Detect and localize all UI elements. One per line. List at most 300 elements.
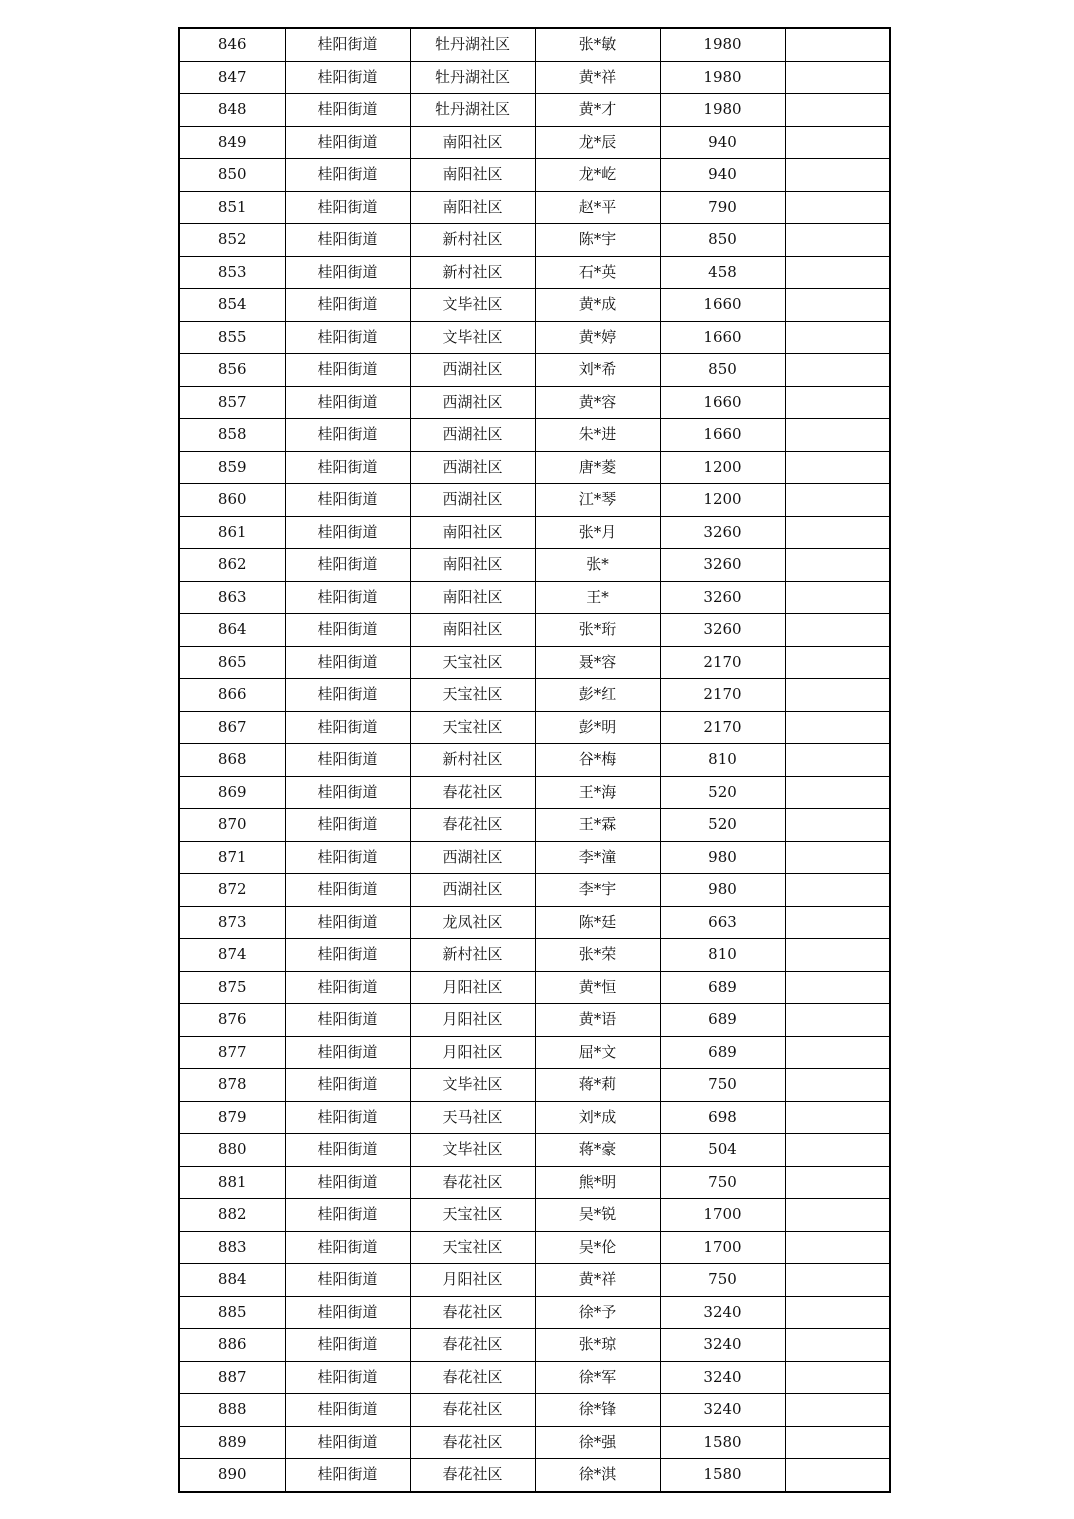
table-row <box>179 289 890 322</box>
table-row <box>179 906 890 939</box>
row-number-cell: 874 <box>179 939 285 972</box>
street-cell: 桂阳街道 <box>285 191 410 224</box>
table-row <box>179 61 890 94</box>
street-cell: 桂阳街道 <box>285 614 410 647</box>
street-cell: 桂阳街道 <box>285 744 410 777</box>
name-cell: 张* <box>535 549 660 582</box>
street-cell: 桂阳街道 <box>285 289 410 322</box>
note-cell <box>785 1166 890 1199</box>
name-cell: 徐*予 <box>535 1296 660 1329</box>
row-number-cell: 851 <box>179 191 285 224</box>
community-cell: 月阳社区 <box>410 1036 535 1069</box>
name-cell: 张*荣 <box>535 939 660 972</box>
row-number-cell: 875 <box>179 971 285 1004</box>
note-cell <box>785 1426 890 1459</box>
name-cell: 李*宇 <box>535 874 660 907</box>
amount-cell: 1660 <box>660 386 785 419</box>
amount-cell: 520 <box>660 776 785 809</box>
table-row <box>179 874 890 907</box>
amount-cell: 750 <box>660 1264 785 1297</box>
community-cell: 新村社区 <box>410 256 535 289</box>
table-row <box>179 744 890 777</box>
row-number-cell: 870 <box>179 809 285 842</box>
table-row <box>179 516 890 549</box>
row-number-cell: 886 <box>179 1329 285 1362</box>
amount-cell: 3240 <box>660 1361 785 1394</box>
table-row <box>179 1361 890 1394</box>
community-cell: 月阳社区 <box>410 1004 535 1037</box>
note-cell <box>785 939 890 972</box>
amount-cell: 790 <box>660 191 785 224</box>
table-row <box>179 419 890 452</box>
note-cell <box>785 1069 890 1102</box>
amount-cell: 940 <box>660 159 785 192</box>
name-cell: 石*英 <box>535 256 660 289</box>
community-cell: 牡丹湖社区 <box>410 28 535 61</box>
name-cell: 龙*屹 <box>535 159 660 192</box>
note-cell <box>785 419 890 452</box>
community-cell: 南阳社区 <box>410 516 535 549</box>
table-row <box>179 386 890 419</box>
name-cell: 屈*文 <box>535 1036 660 1069</box>
note-cell <box>785 289 890 322</box>
row-number-cell: 877 <box>179 1036 285 1069</box>
street-cell: 桂阳街道 <box>285 516 410 549</box>
row-number-cell: 879 <box>179 1101 285 1134</box>
street-cell: 桂阳街道 <box>285 1459 410 1492</box>
name-cell: 聂*容 <box>535 646 660 679</box>
amount-cell: 1200 <box>660 451 785 484</box>
name-cell: 徐*锋 <box>535 1394 660 1427</box>
name-cell: 王* <box>535 581 660 614</box>
community-cell: 天宝社区 <box>410 1199 535 1232</box>
street-cell: 桂阳街道 <box>285 1069 410 1102</box>
row-number-cell: 868 <box>179 744 285 777</box>
table-row <box>179 1069 890 1102</box>
amount-cell: 1980 <box>660 28 785 61</box>
note-cell <box>785 159 890 192</box>
street-cell: 桂阳街道 <box>285 1004 410 1037</box>
name-cell: 张*敏 <box>535 28 660 61</box>
row-number-cell: 856 <box>179 354 285 387</box>
table-row <box>179 711 890 744</box>
street-cell: 桂阳街道 <box>285 159 410 192</box>
community-cell: 西湖社区 <box>410 841 535 874</box>
note-cell <box>785 1361 890 1394</box>
amount-cell: 850 <box>660 224 785 257</box>
amount-cell: 689 <box>660 971 785 1004</box>
community-cell: 牡丹湖社区 <box>410 61 535 94</box>
name-cell: 蒋*莉 <box>535 1069 660 1102</box>
community-cell: 文毕社区 <box>410 1134 535 1167</box>
street-cell: 桂阳街道 <box>285 939 410 972</box>
row-number-cell: 890 <box>179 1459 285 1492</box>
note-cell <box>785 1231 890 1264</box>
amount-cell: 504 <box>660 1134 785 1167</box>
note-cell <box>785 386 890 419</box>
amount-cell: 3260 <box>660 549 785 582</box>
note-cell <box>785 646 890 679</box>
table-row <box>179 256 890 289</box>
row-number-cell: 866 <box>179 679 285 712</box>
community-cell: 月阳社区 <box>410 1264 535 1297</box>
note-cell <box>785 841 890 874</box>
community-cell: 天马社区 <box>410 1101 535 1134</box>
amount-cell: 2170 <box>660 646 785 679</box>
note-cell <box>785 614 890 647</box>
table-row <box>179 1264 890 1297</box>
row-number-cell: 852 <box>179 224 285 257</box>
table-row <box>179 1231 890 1264</box>
amount-cell: 2170 <box>660 711 785 744</box>
amount-cell: 1660 <box>660 289 785 322</box>
row-number-cell: 876 <box>179 1004 285 1037</box>
row-number-cell: 884 <box>179 1264 285 1297</box>
table-row <box>179 484 890 517</box>
street-cell: 桂阳街道 <box>285 646 410 679</box>
amount-cell: 940 <box>660 126 785 159</box>
table-row <box>179 1134 890 1167</box>
table-row <box>179 809 890 842</box>
note-cell <box>785 776 890 809</box>
name-cell: 徐*强 <box>535 1426 660 1459</box>
street-cell: 桂阳街道 <box>285 1264 410 1297</box>
community-cell: 春花社区 <box>410 1459 535 1492</box>
note-cell <box>785 256 890 289</box>
row-number-cell: 854 <box>179 289 285 322</box>
row-number-cell: 887 <box>179 1361 285 1394</box>
table-row <box>179 776 890 809</box>
table-row <box>179 1199 890 1232</box>
community-cell: 西湖社区 <box>410 354 535 387</box>
street-cell: 桂阳街道 <box>285 1231 410 1264</box>
row-number-cell: 889 <box>179 1426 285 1459</box>
amount-cell: 458 <box>660 256 785 289</box>
name-cell: 刘*成 <box>535 1101 660 1134</box>
community-cell: 南阳社区 <box>410 159 535 192</box>
street-cell: 桂阳街道 <box>285 1199 410 1232</box>
community-cell: 春花社区 <box>410 1296 535 1329</box>
name-cell: 黄*成 <box>535 289 660 322</box>
amount-cell: 850 <box>660 354 785 387</box>
row-number-cell: 853 <box>179 256 285 289</box>
name-cell: 徐*淇 <box>535 1459 660 1492</box>
name-cell: 谷*梅 <box>535 744 660 777</box>
note-cell <box>785 1134 890 1167</box>
street-cell: 桂阳街道 <box>285 1361 410 1394</box>
amount-cell: 750 <box>660 1166 785 1199</box>
amount-cell: 3260 <box>660 614 785 647</box>
amount-cell: 1980 <box>660 61 785 94</box>
name-cell: 江*琴 <box>535 484 660 517</box>
street-cell: 桂阳街道 <box>285 224 410 257</box>
table-row <box>179 321 890 354</box>
table-row <box>179 841 890 874</box>
row-number-cell: 883 <box>179 1231 285 1264</box>
street-cell: 桂阳街道 <box>285 1134 410 1167</box>
table-row <box>179 1426 890 1459</box>
note-cell <box>785 679 890 712</box>
amount-cell: 750 <box>660 1069 785 1102</box>
street-cell: 桂阳街道 <box>285 906 410 939</box>
row-number-cell: 878 <box>179 1069 285 1102</box>
note-cell <box>785 906 890 939</box>
row-number-cell: 850 <box>179 159 285 192</box>
note-cell <box>785 484 890 517</box>
row-number-cell: 872 <box>179 874 285 907</box>
community-cell: 龙凤社区 <box>410 906 535 939</box>
community-cell: 天宝社区 <box>410 646 535 679</box>
name-cell: 黄*婷 <box>535 321 660 354</box>
community-cell: 牡丹湖社区 <box>410 94 535 127</box>
note-cell <box>785 1296 890 1329</box>
name-cell: 龙*辰 <box>535 126 660 159</box>
community-cell: 天宝社区 <box>410 711 535 744</box>
note-cell <box>785 126 890 159</box>
community-cell: 南阳社区 <box>410 581 535 614</box>
community-cell: 春花社区 <box>410 1361 535 1394</box>
note-cell <box>785 321 890 354</box>
community-cell: 西湖社区 <box>410 386 535 419</box>
row-number-cell: 871 <box>179 841 285 874</box>
community-cell: 新村社区 <box>410 939 535 972</box>
amount-cell: 1660 <box>660 321 785 354</box>
note-cell <box>785 711 890 744</box>
name-cell: 王*霖 <box>535 809 660 842</box>
street-cell: 桂阳街道 <box>285 126 410 159</box>
row-number-cell: 865 <box>179 646 285 679</box>
community-cell: 西湖社区 <box>410 419 535 452</box>
row-number-cell: 857 <box>179 386 285 419</box>
street-cell: 桂阳街道 <box>285 1426 410 1459</box>
amount-cell: 1660 <box>660 419 785 452</box>
note-cell <box>785 354 890 387</box>
community-cell: 文毕社区 <box>410 1069 535 1102</box>
note-cell <box>785 94 890 127</box>
note-cell <box>785 516 890 549</box>
amount-cell: 1200 <box>660 484 785 517</box>
amount-cell: 3260 <box>660 516 785 549</box>
table-row <box>179 1166 890 1199</box>
note-cell <box>785 61 890 94</box>
row-number-cell: 862 <box>179 549 285 582</box>
note-cell <box>785 224 890 257</box>
name-cell: 黄*才 <box>535 94 660 127</box>
name-cell: 朱*进 <box>535 419 660 452</box>
table-body <box>179 28 890 1492</box>
street-cell: 桂阳街道 <box>285 484 410 517</box>
community-cell: 文毕社区 <box>410 321 535 354</box>
table-row <box>179 354 890 387</box>
note-cell <box>785 1459 890 1492</box>
note-cell <box>785 549 890 582</box>
community-cell: 南阳社区 <box>410 549 535 582</box>
street-cell: 桂阳街道 <box>285 256 410 289</box>
row-number-cell: 864 <box>179 614 285 647</box>
name-cell: 张*月 <box>535 516 660 549</box>
street-cell: 桂阳街道 <box>285 549 410 582</box>
street-cell: 桂阳街道 <box>285 419 410 452</box>
amount-cell: 1580 <box>660 1459 785 1492</box>
community-cell: 春花社区 <box>410 1426 535 1459</box>
street-cell: 桂阳街道 <box>285 1329 410 1362</box>
table-row <box>179 224 890 257</box>
row-number-cell: 848 <box>179 94 285 127</box>
street-cell: 桂阳街道 <box>285 971 410 1004</box>
name-cell: 彭*明 <box>535 711 660 744</box>
table-row <box>179 1329 890 1362</box>
name-cell: 陈*宇 <box>535 224 660 257</box>
note-cell <box>785 1036 890 1069</box>
community-cell: 文毕社区 <box>410 289 535 322</box>
amount-cell: 689 <box>660 1004 785 1037</box>
name-cell: 张*珩 <box>535 614 660 647</box>
note-cell <box>785 28 890 61</box>
name-cell: 吴*伦 <box>535 1231 660 1264</box>
name-cell: 黄*祥 <box>535 1264 660 1297</box>
row-number-cell: 849 <box>179 126 285 159</box>
community-cell: 新村社区 <box>410 224 535 257</box>
name-cell: 黄*祥 <box>535 61 660 94</box>
amount-cell: 698 <box>660 1101 785 1134</box>
table-row <box>179 159 890 192</box>
amount-cell: 810 <box>660 939 785 972</box>
row-number-cell: 847 <box>179 61 285 94</box>
table-row <box>179 94 890 127</box>
row-number-cell: 873 <box>179 906 285 939</box>
table-row <box>179 1459 890 1492</box>
name-cell: 赵*平 <box>535 191 660 224</box>
community-cell: 春花社区 <box>410 809 535 842</box>
row-number-cell: 855 <box>179 321 285 354</box>
row-number-cell: 867 <box>179 711 285 744</box>
table-row <box>179 581 890 614</box>
community-cell: 天宝社区 <box>410 1231 535 1264</box>
table-row <box>179 191 890 224</box>
note-cell <box>785 581 890 614</box>
community-cell: 西湖社区 <box>410 484 535 517</box>
table-row <box>179 971 890 1004</box>
amount-cell: 3260 <box>660 581 785 614</box>
street-cell: 桂阳街道 <box>285 386 410 419</box>
amount-cell: 663 <box>660 906 785 939</box>
table-row <box>179 28 890 61</box>
community-cell: 春花社区 <box>410 1166 535 1199</box>
row-number-cell: 882 <box>179 1199 285 1232</box>
amount-cell: 3240 <box>660 1394 785 1427</box>
row-number-cell: 881 <box>179 1166 285 1199</box>
street-cell: 桂阳街道 <box>285 841 410 874</box>
table-row <box>179 679 890 712</box>
row-number-cell: 885 <box>179 1296 285 1329</box>
name-cell: 徐*军 <box>535 1361 660 1394</box>
amount-cell: 980 <box>660 841 785 874</box>
street-cell: 桂阳街道 <box>285 94 410 127</box>
name-cell: 黄*恒 <box>535 971 660 1004</box>
note-cell <box>785 744 890 777</box>
street-cell: 桂阳街道 <box>285 1394 410 1427</box>
community-cell: 月阳社区 <box>410 971 535 1004</box>
amount-cell: 2170 <box>660 679 785 712</box>
note-cell <box>785 1264 890 1297</box>
street-cell: 桂阳街道 <box>285 776 410 809</box>
amount-cell: 1580 <box>660 1426 785 1459</box>
row-number-cell: 888 <box>179 1394 285 1427</box>
amount-cell: 520 <box>660 809 785 842</box>
community-cell: 西湖社区 <box>410 451 535 484</box>
community-cell: 新村社区 <box>410 744 535 777</box>
row-number-cell: 859 <box>179 451 285 484</box>
table-row <box>179 126 890 159</box>
street-cell: 桂阳街道 <box>285 874 410 907</box>
amount-cell: 1980 <box>660 94 785 127</box>
name-cell: 彭*红 <box>535 679 660 712</box>
table-row <box>179 549 890 582</box>
amount-cell: 980 <box>660 874 785 907</box>
note-cell <box>785 1199 890 1232</box>
community-cell: 天宝社区 <box>410 679 535 712</box>
street-cell: 桂阳街道 <box>285 1036 410 1069</box>
name-cell: 吴*锐 <box>535 1199 660 1232</box>
table-row <box>179 1101 890 1134</box>
row-number-cell: 880 <box>179 1134 285 1167</box>
name-cell: 蒋*豪 <box>535 1134 660 1167</box>
note-cell <box>785 874 890 907</box>
table-row <box>179 1394 890 1427</box>
amount-cell: 1700 <box>660 1231 785 1264</box>
table-row <box>179 1004 890 1037</box>
street-cell: 桂阳街道 <box>285 321 410 354</box>
community-cell: 春花社区 <box>410 1394 535 1427</box>
street-cell: 桂阳街道 <box>285 28 410 61</box>
community-cell: 南阳社区 <box>410 126 535 159</box>
note-cell <box>785 451 890 484</box>
row-number-cell: 846 <box>179 28 285 61</box>
street-cell: 桂阳街道 <box>285 1101 410 1134</box>
street-cell: 桂阳街道 <box>285 354 410 387</box>
name-cell: 唐*菱 <box>535 451 660 484</box>
community-cell: 春花社区 <box>410 1329 535 1362</box>
street-cell: 桂阳街道 <box>285 711 410 744</box>
street-cell: 桂阳街道 <box>285 451 410 484</box>
amount-cell: 689 <box>660 1036 785 1069</box>
amount-cell: 810 <box>660 744 785 777</box>
note-cell <box>785 1329 890 1362</box>
name-cell: 黄*容 <box>535 386 660 419</box>
amount-cell: 1700 <box>660 1199 785 1232</box>
name-cell: 张*琼 <box>535 1329 660 1362</box>
street-cell: 桂阳街道 <box>285 581 410 614</box>
amount-cell: 3240 <box>660 1296 785 1329</box>
table-row <box>179 646 890 679</box>
table-row <box>179 614 890 647</box>
row-number-cell: 861 <box>179 516 285 549</box>
street-cell: 桂阳街道 <box>285 1166 410 1199</box>
street-cell: 桂阳街道 <box>285 1296 410 1329</box>
street-cell: 桂阳街道 <box>285 61 410 94</box>
community-cell: 南阳社区 <box>410 191 535 224</box>
subsidy-table <box>178 27 891 1493</box>
note-cell <box>785 809 890 842</box>
row-number-cell: 860 <box>179 484 285 517</box>
name-cell: 黄*语 <box>535 1004 660 1037</box>
note-cell <box>785 1394 890 1427</box>
street-cell: 桂阳街道 <box>285 809 410 842</box>
row-number-cell: 863 <box>179 581 285 614</box>
amount-cell: 3240 <box>660 1329 785 1362</box>
street-cell: 桂阳街道 <box>285 679 410 712</box>
row-number-cell: 869 <box>179 776 285 809</box>
